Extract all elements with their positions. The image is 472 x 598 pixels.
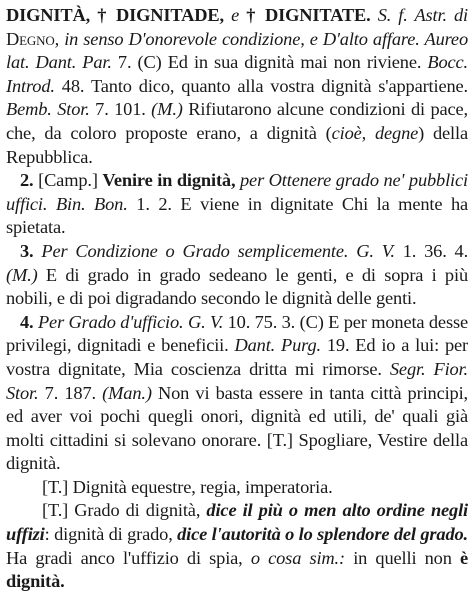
citation-source: G. V. [356,240,395,261]
sense-definition: Per Grado d'ufficio. [37,311,184,332]
headword: DIGNITÀ, † DIGNITADE, [6,5,224,25]
sense-definition: , in senso D'onorevole condizione, e D'alto affare. Aureo lat. [6,28,468,73]
sense-definition: per Ottenere grado ne' pubblici uffici. [6,170,468,214]
citation-text: 1. 36. 4. [394,240,468,261]
headword-variant: † DIGNITATE. [246,5,371,25]
citation-text: Non vi basta essere in tanta città principi, ed aver voi pochi quegli onori, dignità ed utili, de' quali già molti cittadini si solevano onorare. [6,382,468,450]
citation-source: Bocc. Introd. [6,52,468,96]
sense-number: 4. [20,311,34,332]
citation-text: in quelli non [344,547,460,568]
citation-text: 7. [111,52,138,73]
lexicographer-tag: [Camp.] [38,170,98,191]
sense-definition: o cosa sim.: [250,547,345,568]
citation-source: Dant. Par. [35,52,112,73]
citation-text: Ha gradi anco l'uffizio di spia, [6,547,251,568]
sense-4-paragraph [6,311,468,476]
lexicographer-tag: [T.] [42,476,69,497]
citation-marker: (M.) [6,264,38,285]
citation-source: Bin. Bon. [55,193,128,214]
citation-source: Dant. Purg. [234,335,321,356]
sense-2-paragraph [6,169,468,240]
citation-marker: (C) [299,311,324,332]
lexicographer-tag: [T.] [266,429,293,450]
origin-word: Degno [6,28,55,49]
conjunction: e [231,5,240,25]
sense-3-paragraph [6,240,468,311]
subsense-grado [6,499,468,593]
sense-phrase: Venire in dignità, [102,170,236,191]
citation-marker: (Man.) [102,382,152,403]
sense-number: 2. [20,170,34,191]
citation-source: G. V. [187,311,224,332]
citation-text: : dignità di grado, [44,524,178,545]
citation-text: 7. 101. [89,99,152,120]
citation-text: Rifiutarono alcune condizioni di pace, che, da coloro proposte erano, a dignità ( [6,99,468,143]
sense-number: 3. [20,240,34,261]
citation-text: 1. 2. E viene in dignitate Chi la mente ha spietata. [6,193,468,238]
citation-source: Segr. Fior. Stor. [6,358,468,403]
closing-phrase: è dignità. [6,547,468,592]
dictionary-page [6,4,468,594]
citation-text: Grado di dignità, [68,500,207,521]
citation-source: Bemb. Stor. [6,99,90,120]
citation-text: Spogliare, Vestire della dignità. [6,429,468,474]
sense-definition: dice il più o men alto ordine negli uffizi [6,500,468,545]
citation-text: 10. 75. 3. [223,311,300,332]
citation-text: 48. Tanto dico, quanto alla vostra dignità s'appartiene. [54,75,468,96]
gloss: cioè, degne [331,122,419,143]
citation-text: ) della Repubblica. [6,122,468,167]
origin-di: di [454,5,468,25]
citation-text: 7. 187. [38,382,103,403]
citation-marker: (M.) [151,99,183,120]
citation-text: 19. Ed io a lui: per vostra dignitate, Mia coscienza dritta mi rimorse. [6,335,468,379]
lexicographer-tag: [T.] [42,500,69,521]
grammar-label: S. f. Astr. [377,5,447,25]
citation-text: E di grado in grado sedeano le genti, e di sopra i più nobili, e di poi digradando secondo le dignità delle genti. [6,264,468,309]
subsense-equestre [6,476,468,500]
citation-text: E per moneta desse privilegi, dignitadi e beneficii. [6,311,468,356]
sense-definition: Per Condizione o Grado semplicemente. [41,240,349,261]
citation-text: Dignità equestre, regia, imperatoria. [68,476,333,497]
citation-text: Ed in sua dignità mai non riviene. [161,52,428,73]
citation-marker: (C) [137,52,162,73]
entry-main-paragraph [6,4,468,169]
sense-definition: dice l'autorità o lo splendore del grado. [177,524,468,545]
